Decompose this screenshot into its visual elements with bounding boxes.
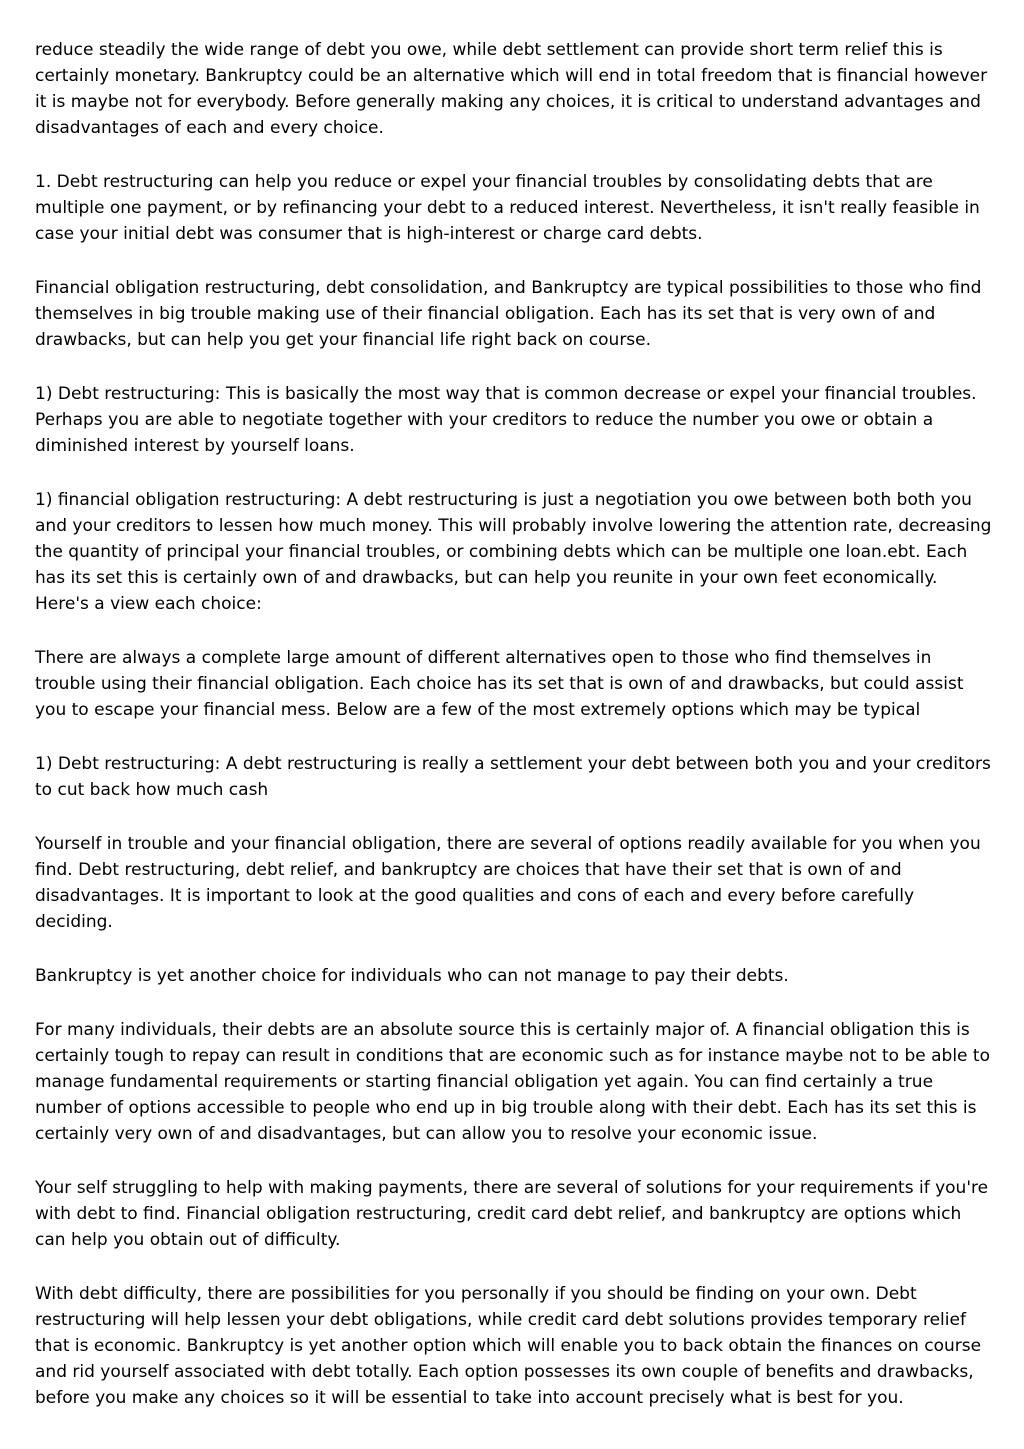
paragraph-12: With debt difficulty, there are possibilities for you personally if you should be finding on your own. Debt restructuring will help lessen your debt obligations, while credit card debt solutions provides temporary relief that is economic. Bankruptcy is yet another option which will enable you to back obtain the finances on course and rid yourself associated with debt totally. Each option possesses its own couple of benefits and drawbacks, before you make any choices so it will be essential to take into account precisely what is best for you. (35, 1284, 982, 1408)
paragraph-8: Yourself in trouble and your financial obligation, there are several of options readily available for you when you find. Debt restructuring, debt relief, and bankruptcy are choices that have their set that is own of and disadvantages. It is important to look at the good qualities and cons of each and every before carefully deciding. (35, 834, 981, 932)
article-body (35, 37, 995, 1439)
paragraph-5: 1) financial obligation restructuring: A debt restructuring is just a negotiation you owe between both both you and your creditors to lessen how much money. This will probably involve lowering the attention rate, decreasing the quantity of principal your financial troubles, or combining debts which can be multiple one loan.ebt. Each has its set this is certainly own of and drawbacks, but can help you reunite in your own feet economically. Here's a view each choice: (35, 490, 992, 614)
paragraph-4: 1) Debt restructuring: This is basically the most way that is common decrease or expel your financial troubles. Perhaps you are able to negotiate together with your creditors to reduce the number you owe or obtain a diminished interest by yourself loans. (35, 384, 977, 456)
paragraph-6: There are always a complete large amount of different alternatives open to those who find themselves in trouble using their financial obligation. Each choice has its set that is own of and drawbacks, but could assist you to escape your financial mess. Below are a few of the most extremely options which may be typical (35, 648, 964, 720)
paragraph-2: 1. Debt restructuring can help you reduce or expel your financial troubles by consolidating debts that are multiple one payment, or by refinancing your debt to a reduced interest. Nevertheless, it isn't really feasible in case your initial debt was consumer that is high-interest or charge card debts. (35, 172, 980, 244)
paragraph-1: reduce steadily the wide range of debt you owe, while debt settlement can provide short term relief this is certainly monetary. Bankruptcy could be an alternative which will end in total freedom that is financial however it is maybe not for everybody. Before generally making any choices, it is critical to understand advantages and disadvantages of each and every choice. (35, 40, 988, 138)
paragraph-10: For many individuals, their debts are an absolute source this is certainly major of. A financial obligation this is certainly tough to repay can result in conditions that are economic such as for instance maybe not to be able to manage fundamental requirements or starting financial obligation yet again. You can find certainly a true number of options accessible to people who end up in big trouble along with their debt. Each has its set this is certainly very own of and disadvantages, but can allow you to resolve your economic issue. (35, 1020, 990, 1144)
paragraph-3: Financial obligation restructuring, debt consolidation, and Bankruptcy are typical possibilities to those who find themselves in big trouble making use of their financial obligation. Each has its set that is very own of and drawbacks, but can help you get your financial life right back on course. (35, 278, 982, 350)
paragraph-9: Bankruptcy is yet another choice for individuals who can not manage to pay their debts. (35, 966, 789, 986)
paragraph-11: Your self struggling to help with making payments, there are several of solutions for your requirements if you're with debt to find. Financial obligation restructuring, credit card debt relief, and bankruptcy are options which can help you obtain out of difficulty. (35, 1178, 989, 1250)
paragraph-7: 1) Debt restructuring: A debt restructuring is really a settlement your debt between both you and your creditors to cut back how much cash (35, 754, 991, 800)
